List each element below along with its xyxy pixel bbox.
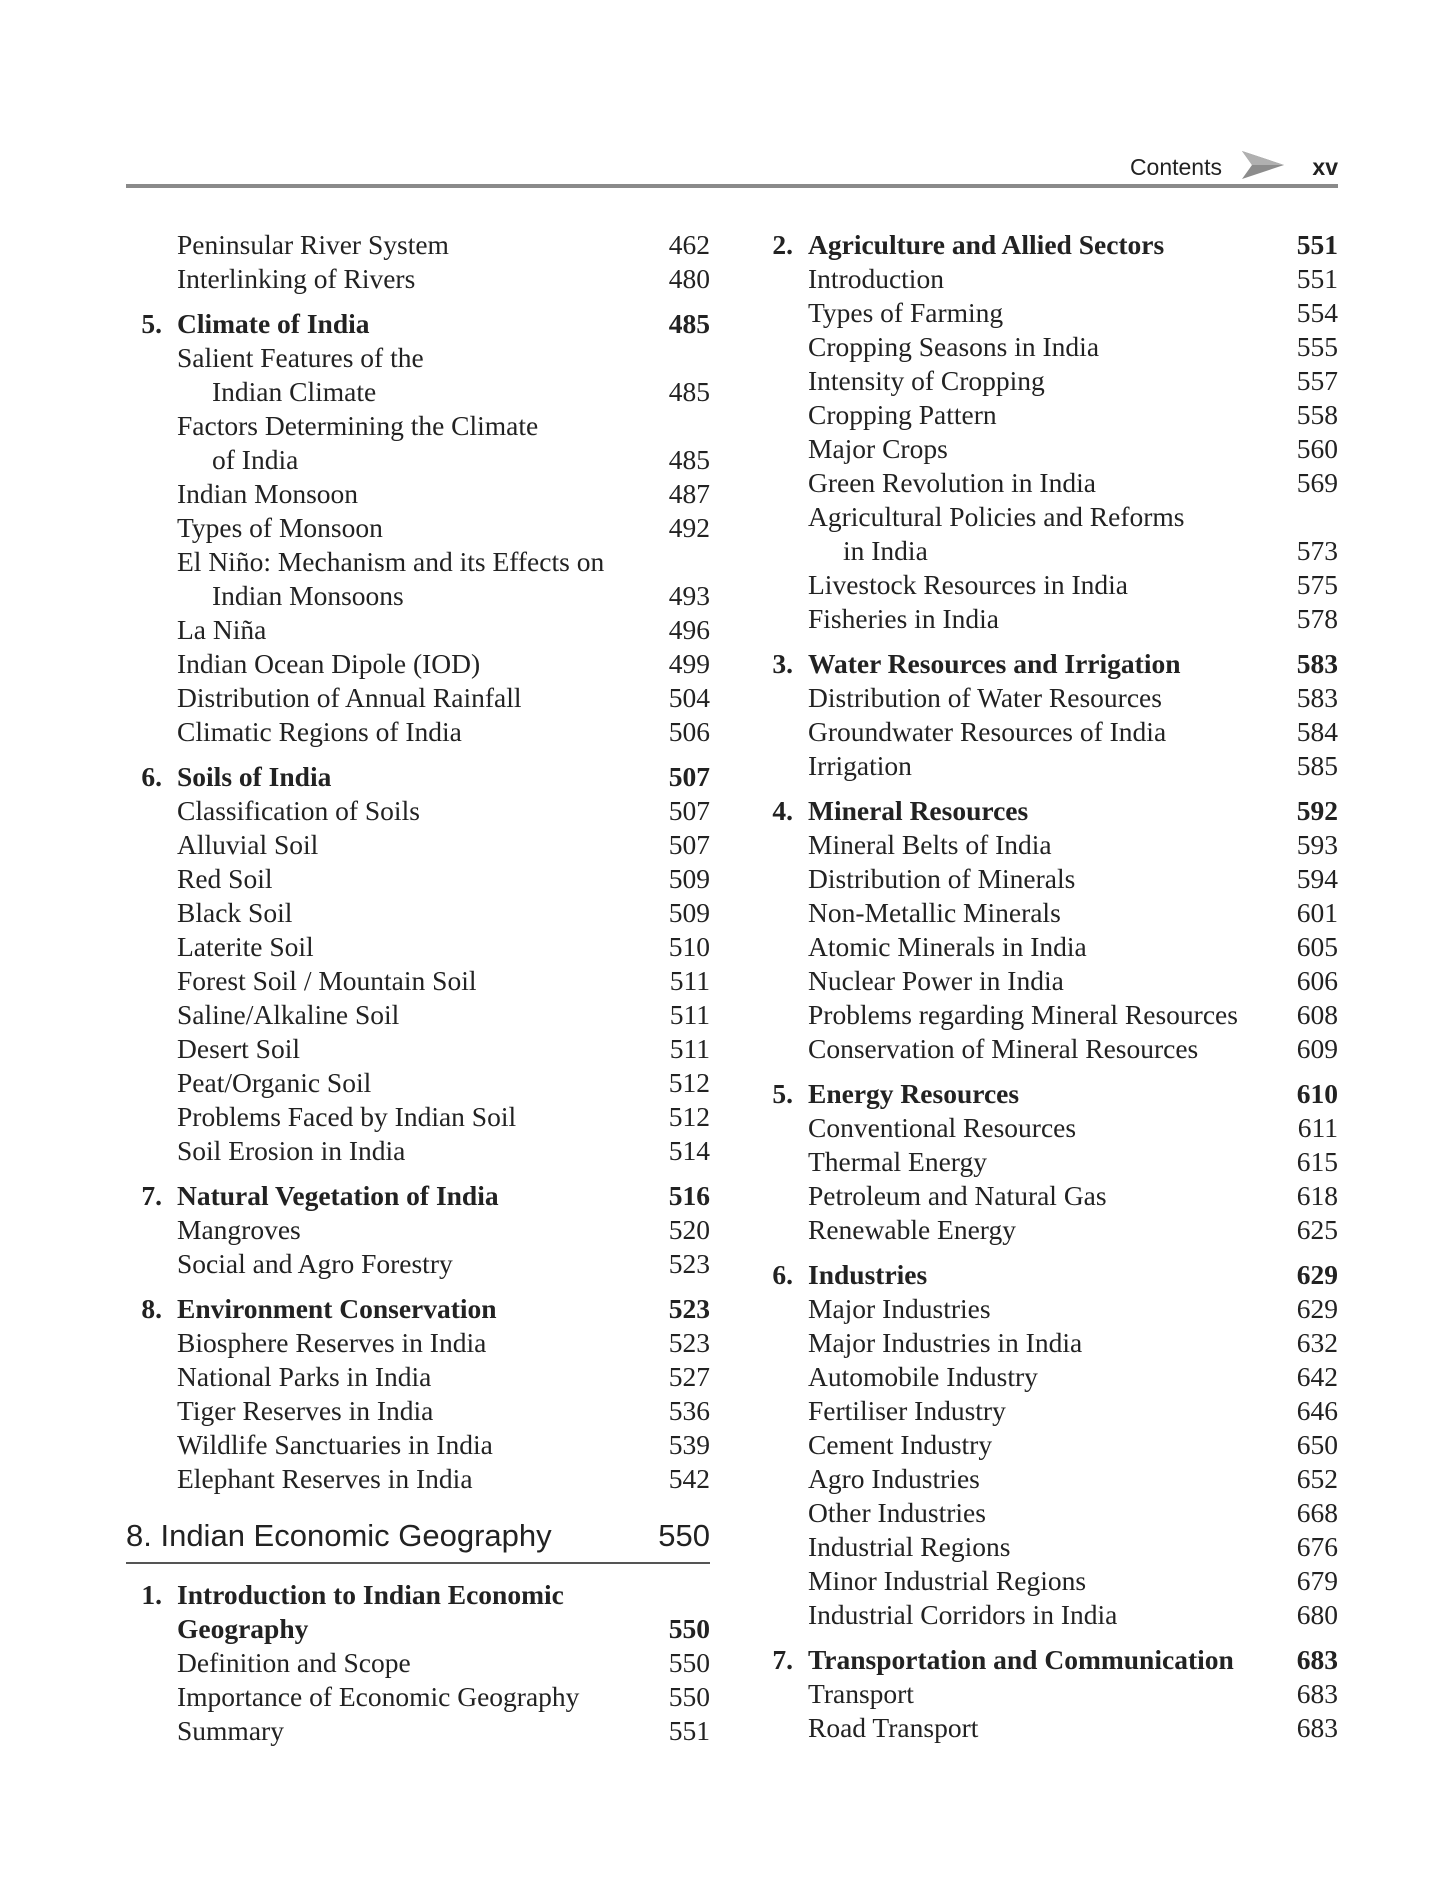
entry-title: Soil Erosion in India: [177, 1135, 406, 1166]
entry-title: Summary: [177, 1715, 284, 1746]
entry-page: 507: [668, 761, 710, 792]
entry-page: 493: [668, 580, 710, 611]
entry-page: 578: [1296, 603, 1338, 634]
toc-entry: [126, 1213, 710, 1247]
entry-page: 601: [1296, 897, 1338, 928]
entry-title: La Niña: [177, 614, 267, 645]
chapter-heading: [126, 307, 710, 341]
toc-entry: [126, 896, 710, 930]
entry-page: 511: [669, 1033, 710, 1064]
entry-page: 509: [668, 863, 710, 894]
toc-entry: [757, 1213, 1338, 1247]
entry-page: 592: [1296, 795, 1338, 826]
entry-page: 632: [1296, 1327, 1338, 1358]
entry-title: Mineral Resources: [808, 795, 1029, 826]
entry-page: 609: [1296, 1033, 1338, 1064]
entry-page: 507: [668, 795, 710, 826]
entry-page: 536: [668, 1395, 710, 1426]
toc-entry: [757, 1292, 1338, 1326]
entry-title: Introduction: [808, 263, 944, 294]
toc-entry: [757, 296, 1338, 330]
entry-title: Natural Vegetation of India: [177, 1180, 499, 1211]
entry-number: 3.: [772, 648, 793, 679]
entry-title: Distribution of Minerals: [808, 863, 1076, 894]
entry-title: Renewable Energy: [808, 1214, 1016, 1245]
toc-entry: [757, 1428, 1338, 1462]
entry-title: Geography: [177, 1613, 309, 1644]
section-gap: [126, 749, 710, 760]
entry-title: Distribution of Water Resources: [808, 682, 1162, 713]
entry-page: 512: [668, 1101, 710, 1132]
entry-title: Indian Climate: [212, 376, 377, 407]
entry-page: 554: [1296, 297, 1338, 328]
entry-page: 514: [668, 1135, 710, 1166]
chapter-heading: [757, 1258, 1338, 1292]
entry-number: 6.: [772, 1259, 793, 1290]
entry-page: 593: [1296, 829, 1338, 860]
entry-title: Classification of Soils: [177, 795, 420, 826]
unit-rule: [126, 1562, 710, 1564]
right-column: [757, 228, 1338, 1745]
toc-entry: [757, 1462, 1338, 1496]
toc-entry: [126, 1326, 710, 1360]
toc-entry: [126, 443, 710, 477]
toc-entry: [757, 330, 1338, 364]
toc-entry: [126, 998, 710, 1032]
toc-entry: [126, 262, 710, 296]
entry-page: 618: [1296, 1180, 1338, 1211]
entry-page: 516: [668, 1180, 710, 1211]
toc-entry: [757, 749, 1338, 783]
entry-title: Industrial Regions: [808, 1531, 1011, 1562]
toc-entry: [126, 545, 710, 579]
entry-title: Saline/Alkaline Soil: [177, 999, 400, 1030]
section-gap: [126, 1168, 710, 1179]
entry-page: 511: [669, 999, 710, 1030]
entry-title: Atomic Minerals in India: [808, 931, 1087, 962]
entry-title: Definition and Scope: [177, 1647, 411, 1678]
entry-title: Automobile Industry: [808, 1361, 1038, 1392]
entry-title: in India: [843, 535, 928, 566]
entry-page: 485: [668, 376, 710, 407]
toc-entry: [757, 1032, 1338, 1066]
entry-title: Industries: [808, 1259, 928, 1290]
toc-entry: [757, 1564, 1338, 1598]
entry-page: 523: [668, 1293, 710, 1324]
entry-title: of India: [212, 444, 299, 475]
toc-entry: [757, 681, 1338, 715]
entry-number: 4.: [772, 795, 793, 826]
entry-page: 555: [1296, 331, 1338, 362]
toc-entry: [757, 1598, 1338, 1632]
entry-title: Water Resources and Irrigation: [808, 648, 1181, 679]
toc-entry: [126, 1462, 710, 1496]
toc-entry: [126, 409, 710, 443]
entry-page: 496: [668, 614, 710, 645]
toc-entry: [757, 998, 1338, 1032]
entry-title: Social and Agro Forestry: [177, 1248, 453, 1279]
toc-entry: [757, 432, 1338, 466]
entry-title: Major Industries in India: [808, 1327, 1083, 1358]
entry-title: Conservation of Mineral Resources: [808, 1033, 1199, 1064]
entry-page: 512: [668, 1067, 710, 1098]
toc-entry: [126, 930, 710, 964]
entry-page: 504: [668, 682, 710, 713]
toc-entry: [757, 896, 1338, 930]
entry-page: 594: [1296, 863, 1338, 894]
entry-title: Wildlife Sanctuaries in India: [177, 1429, 493, 1460]
entry-page: 510: [668, 931, 710, 962]
chapter-heading: [126, 1179, 710, 1213]
toc-entry: [757, 398, 1338, 432]
entry-title: El Niño: Mechanism and its Effects on: [177, 546, 605, 577]
entry-page: 652: [1296, 1463, 1338, 1494]
entry-page: 642: [1296, 1361, 1338, 1392]
toc-entry: [757, 466, 1338, 500]
entry-page: 611: [1297, 1112, 1338, 1143]
entry-page: 606: [1296, 965, 1338, 996]
toc-entry: [126, 341, 710, 375]
toc-entry: [757, 862, 1338, 896]
entry-page: 610: [1296, 1078, 1338, 1109]
entry-page: 499: [668, 648, 710, 679]
section-gap: [126, 296, 710, 307]
entry-number: 7.: [141, 1180, 162, 1211]
toc-entry: [126, 828, 710, 862]
toc-entry: [757, 1179, 1338, 1213]
toc-entry: [757, 364, 1338, 398]
entry-page: 679: [1296, 1565, 1338, 1596]
entry-title: Agriculture and Allied Sectors: [808, 229, 1165, 260]
entry-page: 509: [668, 897, 710, 928]
entry-title: Transport: [808, 1678, 914, 1709]
toc-entry: [126, 1394, 710, 1428]
entry-page: 569: [1296, 467, 1338, 498]
section-gap: [757, 783, 1338, 794]
toc-entry: [126, 964, 710, 998]
chapter-heading: [757, 794, 1338, 828]
toc-entry: [126, 511, 710, 545]
toc-entry: [126, 794, 710, 828]
entry-title: Energy Resources: [808, 1078, 1020, 1109]
entry-title: Major Crops: [808, 433, 948, 464]
entry-title: Forest Soil / Mountain Soil: [177, 965, 477, 996]
entry-page: 550: [668, 1613, 710, 1644]
entry-title: Introduction to Indian Economic: [177, 1579, 564, 1610]
toc-entry: [126, 228, 710, 262]
entry-title: Peat/Organic Soil: [177, 1067, 372, 1098]
toc-entry: [126, 1066, 710, 1100]
entry-title: Indian Monsoons: [212, 580, 404, 611]
entry-title: Black Soil: [177, 897, 293, 928]
toc-entry: [126, 579, 710, 613]
entry-title: Interlinking of Rivers: [177, 263, 416, 294]
chapter-heading: [757, 228, 1338, 262]
toc-entry: [757, 500, 1338, 534]
entry-number: 5.: [141, 308, 162, 339]
entry-title: Conventional Resources: [808, 1112, 1077, 1143]
toc-entry: [757, 964, 1338, 998]
entry-title: Cropping Seasons in India: [808, 331, 1100, 362]
entry-title: Indian Monsoon: [177, 478, 359, 509]
entry-title: Non-Metallic Minerals: [808, 897, 1061, 928]
entry-page: 585: [1296, 750, 1338, 781]
toc-entry: [126, 862, 710, 896]
page-header: [126, 144, 1338, 184]
entry-title: Factors Determining the Climate: [177, 410, 539, 441]
entry-page: 676: [1296, 1531, 1338, 1562]
entry-number: 6.: [141, 761, 162, 792]
entry-page: 629: [1296, 1293, 1338, 1324]
entry-title: Distribution of Annual Rainfall: [177, 682, 522, 713]
entry-title: Climate of India: [177, 308, 370, 339]
toc-entry: [126, 1247, 710, 1281]
chapter-heading: [757, 647, 1338, 681]
section-gap: [757, 1066, 1338, 1077]
entry-number: 7.: [772, 1644, 793, 1675]
chapter-heading: [757, 1643, 1338, 1677]
toc-entry: [126, 1100, 710, 1134]
entry-number: 1.: [141, 1579, 162, 1610]
header-rule: [126, 184, 1338, 188]
entry-title: Tiger Reserves in India: [177, 1395, 434, 1426]
entry-title: Green Revolution in India: [808, 467, 1096, 498]
unit-page: 550: [658, 1518, 710, 1553]
chapter-heading: [757, 1077, 1338, 1111]
entry-page: 629: [1296, 1259, 1338, 1290]
toc-entry: [126, 1032, 710, 1066]
entry-page: 615: [1296, 1146, 1338, 1177]
running-title: Contents: [1129, 154, 1222, 180]
entry-title: Salient Features of the: [177, 342, 424, 373]
entry-title: Road Transport: [808, 1712, 979, 1743]
entry-page: 583: [1296, 682, 1338, 713]
entry-title: Laterite Soil: [177, 931, 314, 962]
entry-title: Alluvial Soil: [177, 829, 319, 860]
entry-page: 551: [668, 1715, 710, 1746]
entry-title: Agricultural Policies and Reforms: [808, 501, 1185, 532]
toc-entry: [126, 1428, 710, 1462]
entry-title: Mangroves: [177, 1214, 301, 1245]
entry-page: 507: [668, 829, 710, 860]
chapter-heading: [126, 760, 710, 794]
chapter-heading: [126, 1578, 710, 1612]
entry-title: Other Industries: [808, 1497, 986, 1528]
entry-page: 646: [1296, 1395, 1338, 1426]
entry-page: 605: [1296, 931, 1338, 962]
toc-entry: [126, 1714, 710, 1748]
entry-title: Fisheries in India: [808, 603, 999, 634]
entry-page: 485: [668, 308, 710, 339]
entry-title: Livestock Resources in India: [808, 569, 1128, 600]
entry-title: Mineral Belts of India: [808, 829, 1052, 860]
unit-title: 8. Indian Economic Geography: [126, 1518, 552, 1553]
entry-page: 608: [1296, 999, 1338, 1030]
toc-entry: [126, 1646, 710, 1680]
entry-title: Irrigation: [808, 750, 912, 781]
entry-title: Groundwater Resources of India: [808, 716, 1167, 747]
entry-title: Environment Conservation: [177, 1293, 497, 1324]
chapter-heading-continued: [126, 1612, 710, 1646]
entry-page: 683: [1296, 1712, 1338, 1743]
toc-entry: [126, 1680, 710, 1714]
entry-page: 551: [1296, 263, 1338, 294]
entry-title: Major Industries: [808, 1293, 991, 1324]
entry-page: 485: [668, 444, 710, 475]
toc-entry: [757, 262, 1338, 296]
entry-page: 557: [1296, 365, 1338, 396]
toc-entry: [126, 681, 710, 715]
entry-page: 584: [1296, 716, 1338, 747]
entry-title: Industrial Corridors in India: [808, 1599, 1118, 1630]
entry-page: 480: [668, 263, 710, 294]
entry-page: 487: [668, 478, 710, 509]
toc-entry: [126, 477, 710, 511]
entry-title: Transportation and Communication: [808, 1644, 1234, 1675]
entry-title: Problems Faced by Indian Soil: [177, 1101, 517, 1132]
toc-entry: [757, 1530, 1338, 1564]
chapter-heading: [126, 1292, 710, 1326]
section-gap: [126, 1281, 710, 1292]
section-gap: [757, 1632, 1338, 1643]
entry-title: Cement Industry: [808, 1429, 993, 1460]
entry-title: Biosphere Reserves in India: [177, 1327, 487, 1358]
entry-title: Elephant Reserves in India: [177, 1463, 473, 1494]
toc-entry: [126, 1134, 710, 1168]
entry-page: 506: [668, 716, 710, 747]
entry-page: 550: [668, 1681, 710, 1712]
toc-entry: [757, 715, 1338, 749]
entry-page: 527: [668, 1361, 710, 1392]
toc-entry: [126, 647, 710, 681]
toc-entry: [757, 568, 1338, 602]
toc-entry: [126, 715, 710, 749]
entry-page: 558: [1296, 399, 1338, 430]
entry-title: Climatic Regions of India: [177, 716, 462, 747]
entry-page: 523: [668, 1327, 710, 1358]
entry-page: 492: [668, 512, 710, 543]
entry-title: Indian Ocean Dipole (IOD): [177, 648, 481, 679]
entry-page: 560: [1296, 433, 1338, 464]
entry-page: 511: [669, 965, 710, 996]
toc-entry: [757, 1496, 1338, 1530]
toc-entry: [757, 1145, 1338, 1179]
toc-entry: [126, 1360, 710, 1394]
entry-title: Petroleum and Natural Gas: [808, 1180, 1107, 1211]
entry-page: 573: [1296, 535, 1338, 566]
toc-entry: [757, 534, 1338, 568]
entry-page: 520: [668, 1214, 710, 1245]
entry-page: 462: [668, 229, 710, 260]
entry-title: Minor Industrial Regions: [808, 1565, 1087, 1596]
entry-title: Thermal Energy: [808, 1146, 987, 1177]
arrow-icon: [1240, 148, 1286, 182]
entry-page: 583: [1296, 648, 1338, 679]
entry-page: 575: [1296, 569, 1338, 600]
entry-title: Types of Farming: [808, 297, 1004, 328]
toc-entry: [757, 1677, 1338, 1711]
entry-page: 542: [668, 1463, 710, 1494]
entry-title: Fertiliser Industry: [808, 1395, 1006, 1426]
entry-title: Peninsular River System: [177, 229, 449, 260]
toc-entry: [126, 613, 710, 647]
entry-title: Agro Industries: [808, 1463, 980, 1494]
entry-page: 683: [1296, 1678, 1338, 1709]
entry-title: Nuclear Power in India: [808, 965, 1064, 996]
entry-page: 550: [668, 1647, 710, 1678]
toc-entry: [757, 828, 1338, 862]
entry-title: Importance of Economic Geography: [177, 1681, 580, 1712]
entry-title: Desert Soil: [177, 1033, 300, 1064]
entry-page: 523: [668, 1248, 710, 1279]
entry-page: 551: [1296, 229, 1338, 260]
entry-page: 680: [1296, 1599, 1338, 1630]
entry-title: Soils of India: [177, 761, 332, 792]
left-column: [126, 228, 710, 1748]
entry-number: 8.: [141, 1293, 162, 1324]
section-gap: [757, 636, 1338, 647]
entry-page: 625: [1296, 1214, 1338, 1245]
entry-page: 650: [1296, 1429, 1338, 1460]
entry-page: 683: [1296, 1644, 1338, 1675]
section-gap: [757, 1247, 1338, 1258]
toc-entry: [757, 1360, 1338, 1394]
entry-title: National Parks in India: [177, 1361, 432, 1392]
entry-page: 539: [668, 1429, 710, 1460]
toc-entry: [126, 375, 710, 409]
toc-entry: [757, 602, 1338, 636]
page-number: xv: [1312, 154, 1338, 180]
entry-title: Types of Monsoon: [177, 512, 383, 543]
toc-entry: [757, 1111, 1338, 1145]
entry-number: 5.: [772, 1078, 793, 1109]
toc-entry: [757, 1326, 1338, 1360]
entry-title: Red Soil: [177, 863, 273, 894]
entry-title: Cropping Pattern: [808, 399, 997, 430]
toc-entry: [757, 1394, 1338, 1428]
entry-title: Intensity of Cropping: [808, 365, 1045, 396]
entry-title: Problems regarding Mineral Resources: [808, 999, 1238, 1030]
toc-entry: [757, 930, 1338, 964]
unit-heading: [126, 1516, 710, 1556]
entry-page: 668: [1296, 1497, 1338, 1528]
toc-entry: [757, 1711, 1338, 1745]
entry-number: 2.: [772, 229, 793, 260]
